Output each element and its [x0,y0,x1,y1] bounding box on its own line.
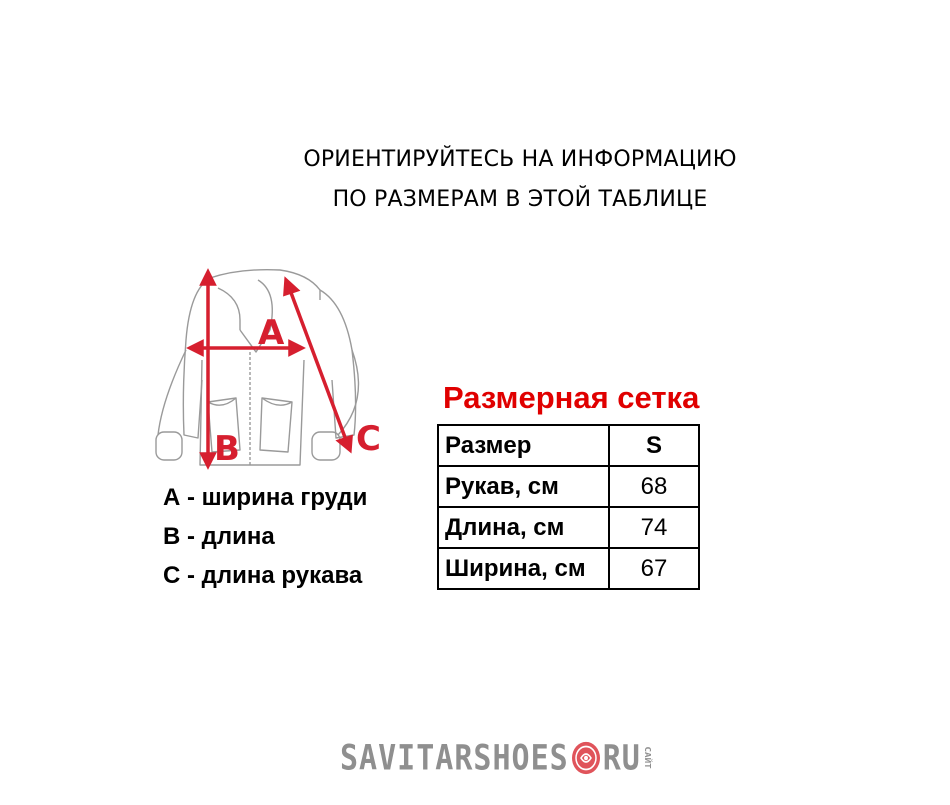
table-row [438,466,699,507]
label-a: A [258,313,285,353]
jacket-illustration [140,260,400,475]
size-table [437,424,700,590]
row-value: 68 [609,466,699,507]
row-label: Рукав, см [438,466,609,507]
label-b: B [214,429,240,469]
intro-line-1: ОРИЕНТИРУЙТЕСЬ НА ИНФОРМАЦИЮ [303,147,737,172]
intro-text [240,140,800,220]
measurement-legend [163,478,367,595]
intro-line-2: ПО РАЗМЕРАМ В ЭТОЙ ТАБЛИЦЕ [332,187,708,212]
legend-item-b: В - длина [163,523,275,550]
legend-item-c: С - длина рукава [163,562,363,589]
row-label: Ширина, см [438,548,609,589]
row-value: 74 [609,507,699,548]
rose-seal-icon [571,741,601,776]
brand-small-text: САЙТ [642,746,652,770]
label-c: C [356,419,381,459]
row-value: 67 [609,548,699,589]
header-size: S [609,425,699,466]
brand-text-right: RU [602,737,641,779]
table-row [438,548,699,589]
size-chart-title: Размерная сетка [443,380,700,415]
jacket-diagram [140,260,400,475]
header-label: Размер [438,425,609,466]
table-header-row [438,425,699,466]
brand-text-left: SAVITARSHOES [340,737,569,779]
brand-logo [340,735,652,781]
table-row [438,507,699,548]
legend-item-a: А - ширина груди [163,484,368,511]
row-label: Длина, см [438,507,609,548]
